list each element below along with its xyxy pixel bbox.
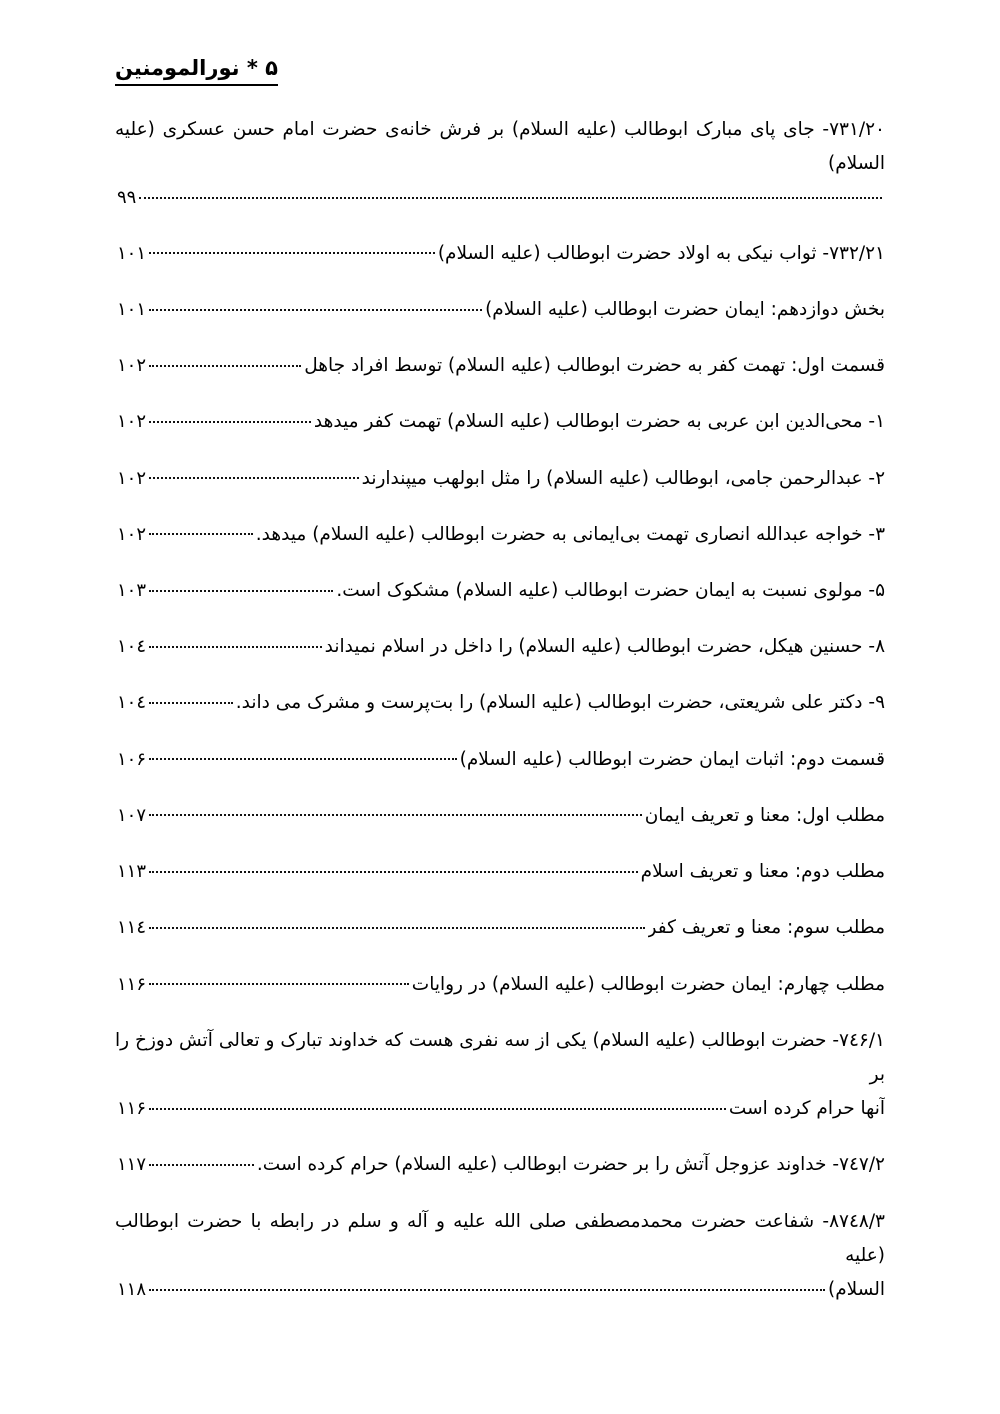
toc-entry-last-line xyxy=(115,237,885,271)
toc-entry[interactable] xyxy=(115,799,885,833)
toc-entry-page-number: ۱۰۲ xyxy=(117,355,147,377)
toc-entry[interactable] xyxy=(115,911,885,945)
toc-entry[interactable] xyxy=(115,518,885,552)
toc-entry-title: بخش دوازدهم: ایمان حضرت ابوطالب (علیه السلام) xyxy=(485,298,885,320)
toc-entry[interactable] xyxy=(115,349,885,383)
toc-entry[interactable] xyxy=(115,405,885,439)
toc-entry-title: ۷٤۶/۱- حضرت ابوطالب (علیه السلام) یکی از سه نفری هست که خداوند تبارک و تعالی آتش دوزخ را بر xyxy=(115,1029,885,1086)
toc-entry-last-line xyxy=(115,799,885,833)
toc-entry-title: ۷٤۷/۲- خداوند عزوجل آتش را بر حضرت ابوطالب (علیه السلام) حرام کرده است. xyxy=(256,1154,885,1176)
toc-entry[interactable] xyxy=(115,968,885,1002)
toc-entry-title: ۸- حسنین هیکل، حضرت ابوطالب (علیه السلام) را داخل در اسلام نمیداند xyxy=(324,636,885,658)
toc-entry-title: مطلب دوم: معنا و تعریف اسلام xyxy=(640,861,885,883)
toc-entry[interactable] xyxy=(115,1205,885,1308)
toc-entry-title: آنها حرام کرده است xyxy=(728,1098,885,1120)
toc-entry-last-line xyxy=(115,968,885,1002)
toc-entry-title: ۱- محی‌الدین ابن عربی به حضرت ابوطالب (علیه السلام) تهمت کفر میدهد xyxy=(313,411,885,433)
toc-entry-page-number: ۱۱۷ xyxy=(117,1154,147,1176)
toc-entry[interactable] xyxy=(115,574,885,608)
toc-entry[interactable] xyxy=(115,630,885,664)
toc-entry[interactable] xyxy=(115,743,885,777)
toc-entry-last-line xyxy=(115,405,885,439)
toc-entry-title: مطلب سوم: معنا و تعریف کفر xyxy=(647,917,885,939)
toc-entry-last-line xyxy=(115,630,885,664)
dot-leader xyxy=(149,690,233,709)
toc-entry-last-line xyxy=(115,743,885,777)
running-header xyxy=(115,56,885,86)
dot-leader xyxy=(149,1277,825,1296)
toc-entry-page-number: ۱۰۲ xyxy=(117,411,147,433)
dot-leader xyxy=(149,240,435,259)
toc-entry-last-line xyxy=(115,911,885,945)
toc-entry-title: قسمت دوم: اثبات ایمان حضرت ابوطالب (علیه السلام) xyxy=(459,748,885,770)
toc-entry-page-number: ۱۰۱ xyxy=(117,298,147,320)
dot-leader xyxy=(149,971,409,990)
toc-entry-title: قسمت اول: تهمت کفر به حضرت ابوطالب (علیه السلام) توسط افراد جاهل xyxy=(304,355,885,377)
toc-entry-title: ۷۳۱/۲۰- جای پای مبارک ابوطالب (علیه السلام) بر فرش خانه‌ی حضرت امام حسن عسکری (علیه السلام) xyxy=(115,119,885,175)
dot-leader xyxy=(149,1152,254,1171)
toc-entry-last-line xyxy=(115,293,885,327)
toc-entry-last-line xyxy=(115,349,885,383)
dot-leader xyxy=(149,296,482,315)
toc-entry-title: ۲- عبدالرحمن جامی، ابوطالب (علیه السلام) را مثل ابولهب میپندارند xyxy=(361,467,885,489)
toc-entry-page-number: ۹۹ xyxy=(117,187,137,209)
toc-entry-page-number: ۱۰۷ xyxy=(117,804,147,826)
dot-leader xyxy=(149,915,645,934)
toc-entry[interactable] xyxy=(115,855,885,889)
dot-leader xyxy=(149,521,253,540)
dot-leader xyxy=(149,409,311,428)
toc-entry-last-line xyxy=(115,1092,885,1126)
toc-entry-page-number: ۱۱۸ xyxy=(117,1279,147,1301)
toc-entry-page-number: ۱۱۶ xyxy=(117,973,147,995)
toc-entry-page-number: ۱۱۶ xyxy=(117,1098,147,1120)
toc-entry-page-number: ۱۰٤ xyxy=(117,692,147,714)
toc-entry-last-line xyxy=(115,855,885,889)
toc-entry-page-number: ۱۰۳ xyxy=(117,580,147,602)
toc-entry-page-number: ۱۰۶ xyxy=(117,748,147,770)
dot-leader xyxy=(149,1096,726,1115)
toc-entry[interactable] xyxy=(115,237,885,271)
toc-entry[interactable] xyxy=(115,113,885,215)
dot-leader xyxy=(149,465,359,484)
toc-entry-last-line xyxy=(115,518,885,552)
toc-entry-page-number: ۱۰۱ xyxy=(117,242,147,264)
toc-entry-last-line xyxy=(115,1273,885,1307)
dot-leader xyxy=(149,353,301,372)
toc-entry-last-line xyxy=(115,1148,885,1182)
dot-leader xyxy=(139,185,882,204)
table-of-contents xyxy=(115,113,885,1329)
toc-entry-page-number: ۱۱٤ xyxy=(117,917,147,939)
toc-entry[interactable] xyxy=(115,686,885,720)
toc-entry-last-line xyxy=(115,462,885,496)
toc-entry-last-line xyxy=(115,574,885,608)
dot-leader xyxy=(149,634,322,653)
toc-entry-page-number: ۱۰۲ xyxy=(117,467,147,489)
toc-entry-line xyxy=(115,113,885,181)
page-header-title: ۵ * نورالمومنین xyxy=(115,56,278,86)
dot-leader xyxy=(149,802,642,821)
dot-leader xyxy=(149,578,333,597)
toc-entry-page-number: ۱۰۲ xyxy=(117,523,147,545)
toc-entry-title: ۹- دکتر علی شریعتی، حضرت ابوطالب (علیه السلام) را بت‌پرست و مشرک می داند. xyxy=(235,692,885,714)
toc-entry-line xyxy=(115,1024,885,1092)
toc-entry-title: مطلب اول: معنا و تعریف ایمان xyxy=(644,804,885,826)
toc-entry-title: ۸۷٤۸/۳- شفاعت حضرت محمدمصطفی صلی الله علیه و آله و سلم در رابطه با حضرت ابوطالب (علیه xyxy=(115,1210,885,1266)
toc-entry[interactable] xyxy=(115,1024,885,1127)
toc-entry-last-line xyxy=(115,686,885,720)
toc-entry-title: مطلب چهارم: ایمان حضرت ابوطالب (علیه السلام) در روایات xyxy=(411,973,885,995)
toc-entry-title: ۳- خواجه عبدالله انصاری تهمت بی‌ایمانی به حضرت ابوطالب (علیه السلام) میدهد. xyxy=(255,523,885,545)
toc-entry-page-number: ۱۰٤ xyxy=(117,636,147,658)
toc-entry[interactable] xyxy=(115,1148,885,1182)
toc-entry-line xyxy=(115,1205,885,1273)
toc-entry-title: ۷۳۲/۲۱- ثواب نیکی به اولاد حضرت ابوطالب (علیه السلام) xyxy=(437,242,885,264)
dot-leader xyxy=(149,859,638,878)
toc-entry[interactable] xyxy=(115,293,885,327)
dot-leader xyxy=(149,746,457,765)
toc-entry-title: السلام) xyxy=(828,1279,885,1301)
toc-entry[interactable] xyxy=(115,462,885,496)
toc-entry-last-line xyxy=(115,181,885,214)
toc-entry-page-number: ۱۱۳ xyxy=(117,861,147,883)
toc-entry-title: ۵- مولوی نسبت به ایمان حضرت ابوطالب (علیه السلام) مشکوک است. xyxy=(336,580,885,602)
